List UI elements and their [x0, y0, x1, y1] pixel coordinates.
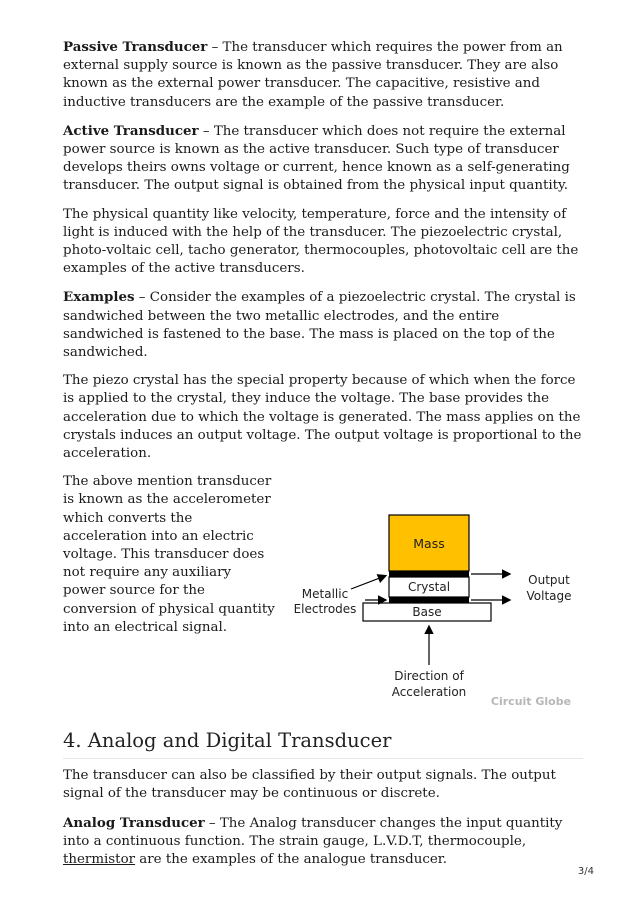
figure-row	[63, 473, 583, 721]
document-body	[63, 38, 583, 879]
section-heading: 4. Analog and Digital Transducer	[63, 729, 583, 759]
direction-label-line2: Acceleration	[391, 685, 467, 700]
top-electrode	[389, 571, 469, 577]
watermark: Circuit Globe	[490, 695, 572, 709]
analog-text-before: – The Analog transducer changes the input quantity into a continuous function. The strain gauge, L.V.D.T, thermocouple,	[63, 815, 563, 849]
examples-text: – Consider the examples of a piezoelectric crystal. The crystal is sandwiched between the two metallic electrodes, and the entire sandwiched is fastened to the base. The mass is placed on the top of the sandwiched.	[63, 290, 576, 361]
mass-label: Mass	[413, 536, 445, 552]
analog-transducer-term: Analog Transducer	[63, 814, 205, 831]
direction-label-line1: Direction of	[394, 669, 464, 684]
passive-transducer-paragraph	[63, 38, 583, 112]
active-transducer-paragraph	[63, 122, 583, 196]
accelerometer-diagram	[281, 473, 601, 721]
page-number: 3/4	[577, 866, 594, 877]
electrodes-label-line2: Electrodes	[293, 602, 357, 617]
active-transducer-term: Active Transducer	[63, 122, 199, 139]
passive-transducer-text: – The transducer which requires the power from an external supply source is known as the passive transducer. They are also known as the external power transducer. The capacitive, resistive and inductive transducers are the example of the passive transducer.	[63, 40, 563, 110]
accelerometer-diagram-svg	[281, 473, 601, 721]
crystal-label: Crystal	[407, 580, 451, 595]
active-transducer-text: – The transducer which does not require the external power source is known as the active transducer. Such type of transducer develops theirs owns voltage or current, hence known as a self-generating transducer. The output signal is obtained from the physical input quantity.	[63, 123, 570, 194]
electrodes-label-line1: Metallic	[301, 587, 349, 602]
examples-term: Examples	[63, 289, 135, 306]
analog-text-after: are the examples of the analogue transducer.	[135, 852, 447, 868]
output-label-line1: Output	[528, 573, 570, 588]
bottom-electrode	[389, 597, 469, 603]
electrode-arrow-top	[351, 576, 385, 589]
base-label: Base	[412, 605, 442, 620]
piezo-crystal-paragraph: The piezo crystal has the special property because of which when the force is applied to the crystal, they induce the voltage. The base provides the acceleration due to which the voltage is generated. The mass applies on the crystals induces an output voltage. The output voltage is proportional to the acceleration.	[63, 373, 582, 462]
passive-transducer-term: Passive Transducer	[63, 39, 208, 55]
accelerometer-paragraph: The above mention transducer is known as the accelerometer which converts the acceleration into an electric voltage. This transducer does not require any auxiliary power source for the conversion of physical quantity into an electrical signal.	[63, 474, 275, 635]
analog-transducer-paragraph	[63, 814, 583, 870]
examples-paragraph	[63, 288, 583, 362]
thermistor-link[interactable]: thermistor	[63, 852, 136, 868]
section-intro-paragraph: The transducer can also be classified by their output signals. The output signal of the transducer may be continuous or discrete.	[63, 768, 556, 802]
output-label-line2: Voltage	[526, 589, 572, 604]
physical-quantity-paragraph: The physical quantity like velocity, temperature, force and the intensity of light is induced with the help of the transducer. The piezoelectric crystal, photo-voltaic cell, tacho generator, thermocouples, photovoltaic cell are the examples of the active transducers.	[63, 206, 579, 277]
